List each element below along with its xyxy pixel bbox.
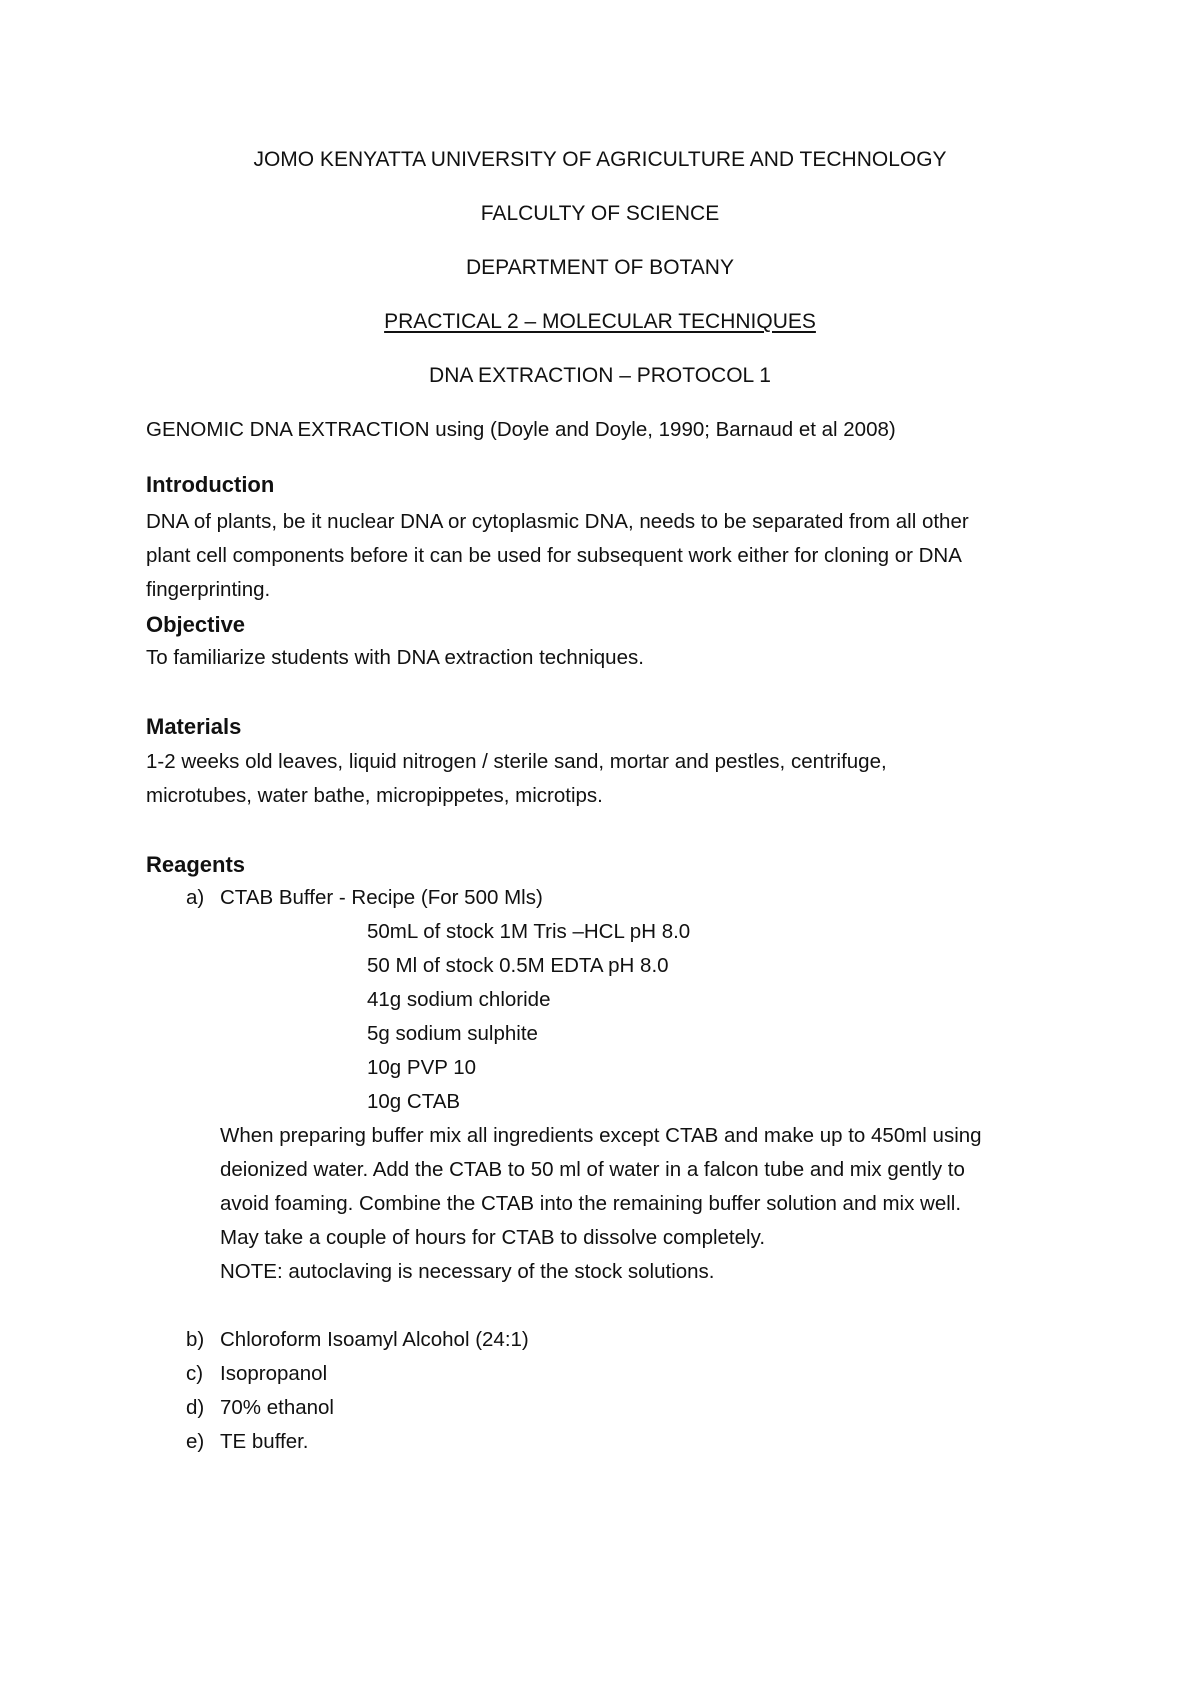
department-name: DEPARTMENT OF BOTANY: [466, 256, 734, 279]
ctab-ingredient: 5g sodium sulphite: [367, 1022, 538, 1045]
ctab-note-line: NOTE: autoclaving is necessary of the stock solutions.: [220, 1260, 715, 1283]
list-label: d): [186, 1396, 205, 1419]
reagent-item-d: [186, 1396, 334, 1420]
reagent-item-e: [186, 1430, 309, 1454]
materials-line: 1-2 weeks old leaves, liquid nitrogen / sterile sand, mortar and pestles, centrifuge,: [146, 750, 887, 773]
ctab-note-line: May take a couple of hours for CTAB to dissolve completely.: [220, 1226, 766, 1249]
ctab-note-line: avoid foaming. Combine the CTAB into the remaining buffer solution and mix well.: [220, 1192, 962, 1215]
reagent-text: Chloroform Isoamyl Alcohol (24:1): [220, 1328, 529, 1351]
ctab-ingredient: 50mL of stock 1M Tris –HCL pH 8.0: [367, 920, 691, 943]
reagent-item-c: [186, 1362, 327, 1386]
list-label: c): [186, 1362, 204, 1385]
faculty-name: FALCULTY OF SCIENCE: [480, 202, 720, 225]
introduction-line: fingerprinting.: [146, 578, 271, 601]
reagents-heading: Reagents: [146, 852, 246, 877]
protocol-title: DNA EXTRACTION – PROTOCOL 1: [429, 364, 771, 387]
list-label: b): [186, 1328, 205, 1351]
reagent-text: CTAB Buffer - Recipe (For 500 Mls): [220, 886, 543, 909]
list-label: e): [186, 1430, 205, 1453]
reagent-text: TE buffer.: [220, 1430, 309, 1453]
ctab-note-line: deionized water. Add the CTAB to 50 ml of water in a falcon tube and mix gently to: [220, 1158, 965, 1181]
list-label: a): [186, 886, 205, 909]
introduction-line: DNA of plants, be it nuclear DNA or cytoplasmic DNA, needs to be separated from all other: [146, 510, 969, 533]
reagent-text: Isopropanol: [220, 1362, 328, 1385]
materials-heading: Materials: [146, 714, 242, 739]
introduction-heading: Introduction: [146, 472, 275, 497]
reagent-item-b: [186, 1328, 529, 1352]
ctab-ingredient: 10g PVP 10: [367, 1056, 477, 1079]
reagent-item-a: [186, 886, 543, 910]
practical-title: PRACTICAL 2 – MOLECULAR TECHNIQUES: [384, 310, 816, 333]
ctab-ingredient: 10g CTAB: [367, 1090, 461, 1113]
reagent-text: 70% ethanol: [220, 1396, 334, 1419]
objective-text: To familiarize students with DNA extraction techniques.: [146, 646, 644, 669]
ctab-ingredient: 50 Ml of stock 0.5M EDTA pH 8.0: [367, 954, 669, 977]
materials-line: microtubes, water bathe, micropippetes, microtips.: [146, 784, 603, 807]
university-name: JOMO KENYATTA UNIVERSITY OF AGRICULTURE AND TECHNOLOGY: [253, 148, 947, 171]
objective-heading: Objective: [146, 612, 246, 637]
introduction-line: plant cell components before it can be used for subsequent work either for cloning or DNA: [146, 544, 962, 567]
ctab-ingredient: 41g sodium chloride: [367, 988, 551, 1011]
document-title: GENOMIC DNA EXTRACTION using (Doyle and Doyle, 1990; Barnaud et al 2008): [146, 418, 896, 441]
ctab-note-line: When preparing buffer mix all ingredients except CTAB and make up to 450ml using: [220, 1124, 982, 1147]
